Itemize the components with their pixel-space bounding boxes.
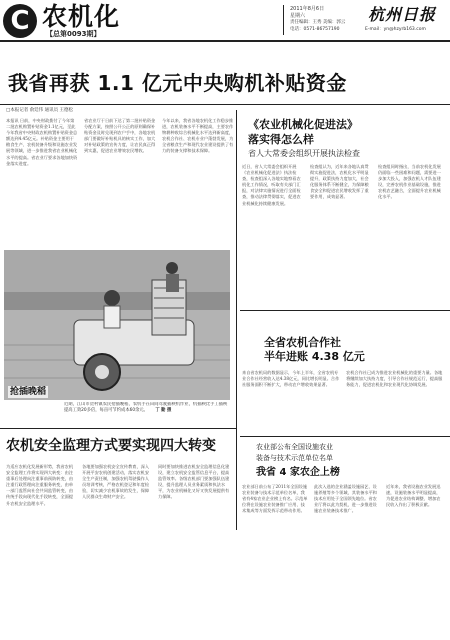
right-story-2-headline-2: 半年进账 4.38 亿元 — [264, 350, 365, 363]
masthead-divider-vertical — [283, 5, 284, 35]
photo-caption-title: 抢插晚稻 — [10, 387, 47, 397]
right-story-3-body-3: 近年来，我省设施农业发展迅速，设施装备水平明显提高，为促进农业结构调整、增加农民收入作出了积极贡献。 — [386, 484, 441, 508]
right-story-2-body-2: 农机合作社已成为推进农业机械化的重要力量。各地将继续加大扶持力度，引导合作社规范运行，提高服务能力，促进农机化和农业现代化协调发展。 — [346, 370, 443, 388]
masthead-bottom-rule — [0, 40, 450, 42]
bottom-story-body-3: 同时要加快推进农机安全监理信息化建设，建立农机安全监管信息平台，提高监管效率。各级农机部门要加强队伍建设，提升监理人员业务素质和执法水平，为农业机械化又好又快发展提供有力保障。 — [158, 464, 230, 500]
bottom-story-body-1: 为适应农机化发展新形势，我省农机安全监理工作将实现四大转变：由注重事后处理向注重事前预防转变，由注重行政管理向注重服务转变，由单一部门监管向社会共同监管转变，由传统手段向现代化手段转变，全面提升农机安全监理水平。 — [6, 464, 74, 506]
masthead-date: 2011年8月6日 — [290, 6, 325, 12]
lead-headline: 我省再获 1.1 亿元中央购机补贴资金 — [8, 71, 347, 95]
bottom-story-body-2: 各地要加强农机安全宣传教育，深入开展平安农机创建活动，落实农机安全生产责任制，加强农机驾驶操作人员培训考核，严格农机登记和年度检验，切实减少农机事故的发生，保障人民群众生命财产安全。 — [82, 464, 150, 500]
photo-caption-text: 近期，江山市贺村镇农民抢插晚稻，农机手在田间驾驶插秧机作业，机插秧比手工插秧提高工效20多倍，每亩可节约成本60余元。 — [64, 402, 228, 413]
rice-transplanter-photo — [4, 250, 230, 400]
lead-body-column-3: 今年以来，我省各地农机化工作稳步推进，农机装备水平不断提高，主要农作物耕种收综合机械化水平达到新高度，农机合作社、农机专业户蓬勃发展，为全省粮食生产和现代农业建设提供了有力的装备支撑和技术保障。 — [162, 118, 234, 154]
photo-caption — [64, 402, 229, 424]
section-letter-badge: C — [3, 4, 37, 38]
center-column-divider — [236, 110, 237, 530]
right-story-1-body-3: 检查组同时指出，当前农机化发展仍面临一些困难和问题，需要进一步加大投入，加强农机人才队伍建设，完善农机作业基础设施，推进农机农艺融合，全面提升农业机械化水平。 — [378, 164, 441, 200]
right-story-2-headline-1: 全省农机合作社 — [264, 336, 341, 349]
masthead-editor: 责任编辑：王秀 美编：郭云 — [290, 20, 346, 25]
right-story-2-body-1: 来自省农机局的数据显示，今年上半年，全省农机专业合作社经营收入达4.38亿元，同比增长明显。合作社服务面积不断扩大，带动农户增收效果显著。 — [242, 370, 340, 388]
lead-photo — [4, 250, 230, 400]
bottom-story-top-rule — [0, 428, 236, 429]
right-story-3-body-1: 农业部日前公布了2011年全国设施农业装备与技术示范单位名单，我省有4家农业企业榜上有名。示范单位将在设施农业装备推广应用、技术集成等方面发挥示范带动作用。 — [242, 484, 308, 514]
lead-headline-rule — [0, 104, 450, 105]
lead-body-column-2: 省农业厅于日前下达了第二批补贴资金分配方案，按照公开公正的原则确保补贴资金及时兑现到农户手中，各地农机部门要做好补贴机具的核实工作，加大对补贴政策的宣传力度，让农民真正得到实惠，促进农业增效农民增收。 — [84, 118, 156, 154]
issue-number-box: 【总第0093期】 — [46, 30, 101, 38]
masthead — [0, 0, 450, 44]
right-story-3-headline: 我省 4 家农企上榜 — [256, 467, 340, 478]
right-story-1-body-2: 检查组认为，近年来各地认真贯彻实施促进法，农机化水平明显提升，政策扶持力度加大，社会化服务体系不断健全，为保障粮食安全和促进农民增收发挥了重要作用，成效显著。 — [310, 164, 369, 200]
paper-name-logo: 杭州日报 — [368, 5, 437, 24]
right-story-1-body-1: 近日，省人大常委会组织开展《农业机械化促进法》执法检查，检查组深入各地实地察看农机化工作情况，听取有关部门汇报，对法律实施情况进行全面检查，推动法律贯彻落实，促进农业机械化持续健康发展。 — [242, 164, 301, 206]
right-story-1-subheadline: 省人大常委会组织开展执法检查 — [248, 149, 360, 158]
section-title: 农机化 — [42, 2, 121, 31]
masthead-phone: 电话：0571-86757190 — [290, 27, 340, 32]
right-story-3-body-2: 此次入选的企业涵盖设施园艺、设施养殖等多个领域，其装备水平和技术应用处于全国领先地位。省农业厅将以此为契机，进一步推进设施农业装备技术推广。 — [314, 484, 377, 514]
masthead-email: E-mail：yn@hzyrb163.com — [365, 27, 426, 32]
right-story-3-kicker: 农业部公布全国设施农业 — [256, 443, 333, 451]
bottom-story-headline: 农机安全监理方式要实现四大转变 — [6, 438, 216, 454]
right-story-1-headline-2: 落实得怎么样 — [248, 133, 314, 146]
right-story-2-bottom-rule — [240, 436, 450, 437]
photo-credit: 丁 勤 摄 — [155, 408, 172, 413]
masthead-date-sub: 星期六 — [290, 13, 306, 19]
lead-body-column-1: 本报讯 日前，中央财政拨付了今年第二批农机购置补贴资金1.1亿元，至此今年我省中央财政农机购置补贴资金总额达到4.45亿元。补贴资金主要用于粮食生产、农机装备升级和设施农业发展等领域，进一步推进我省农业机械化水平的提高。省农业厅要求各地加快资金落实进度。 — [6, 118, 78, 166]
right-story-1-headline-1: 《农业机械化促进法》 — [248, 118, 358, 131]
right-story-1-bottom-rule — [240, 310, 450, 311]
right-story-3-kicker-2: 装备与技术示范单位名单 — [256, 454, 333, 462]
lead-byline: □本报记者 俞廷伟 通讯员 王德松 — [6, 108, 74, 113]
